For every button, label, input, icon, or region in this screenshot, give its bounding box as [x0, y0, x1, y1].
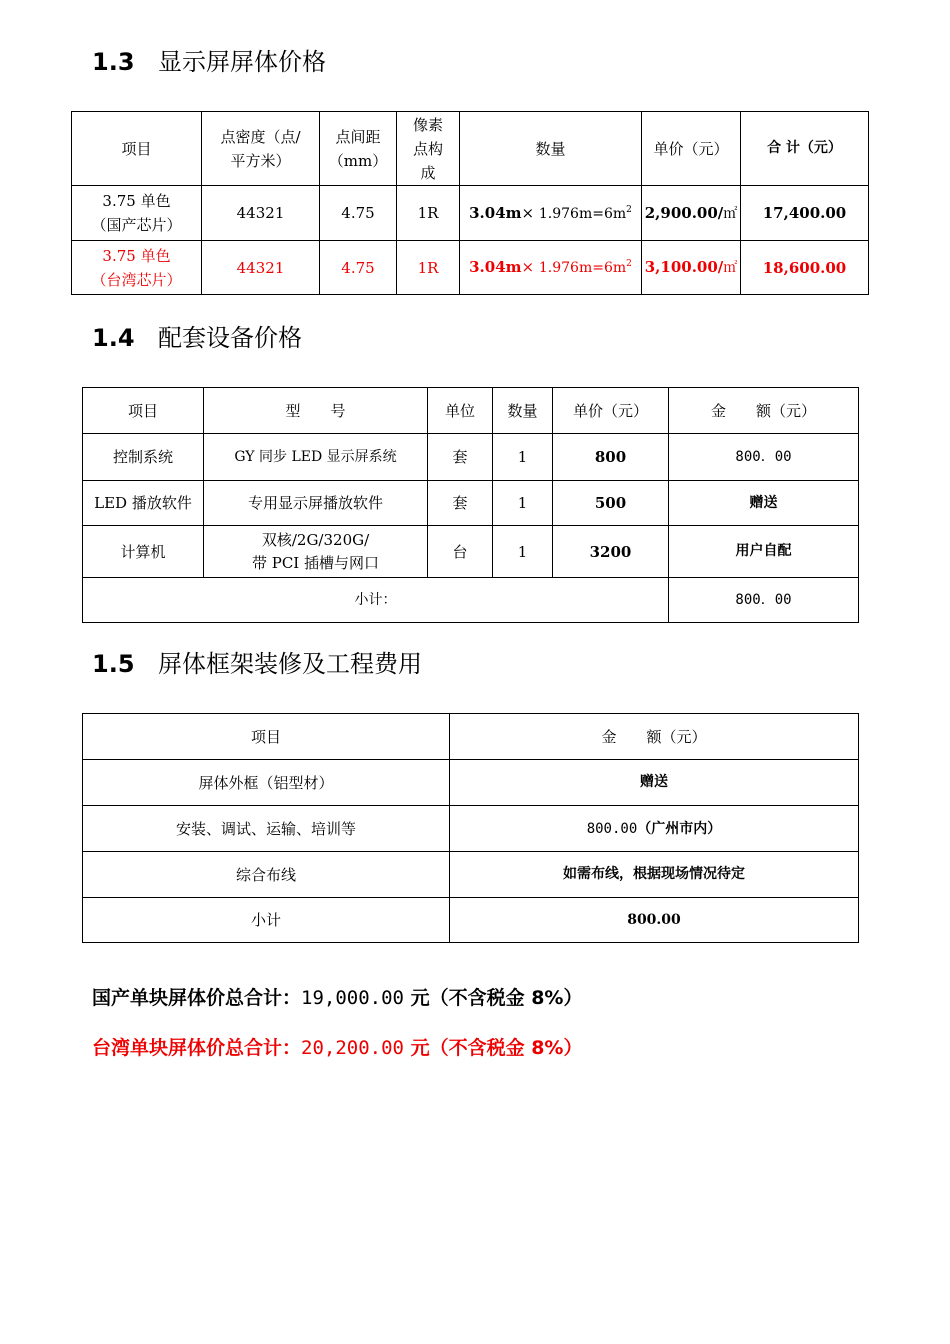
- table-row: [72, 186, 869, 241]
- pitch-cell: 4.75: [320, 186, 397, 241]
- unit-cell: 套: [428, 481, 493, 526]
- header-cell: 数量: [460, 112, 642, 186]
- header-cell: 像素 点构 成: [397, 112, 460, 186]
- item-cell: 屏体外框（铝型材）: [83, 760, 450, 806]
- taiwan-total-amount: 20,200.00: [301, 1037, 404, 1059]
- table-header-row: [72, 112, 869, 186]
- model-cell: GY 同步 LED 显示屏系统: [204, 434, 428, 481]
- section-heading-1-5: [92, 652, 422, 676]
- quantity-cell: 1: [493, 526, 553, 578]
- screen-price-table: [71, 111, 869, 295]
- header-cell: 单价（元）: [553, 388, 669, 434]
- item-cell: 综合布线: [83, 852, 450, 898]
- quantity-cell: 1: [493, 481, 553, 526]
- subtotal-value: 800．00: [669, 578, 859, 623]
- unit-cell: 套: [428, 434, 493, 481]
- header-cell: 项目: [72, 112, 202, 186]
- header-cell: 单价（元）: [642, 112, 741, 186]
- amount-cell: 800．00: [669, 434, 859, 481]
- item-cell: 3.75 单色 （台湾芯片）: [72, 241, 202, 295]
- taiwan-total: [92, 1039, 582, 1058]
- pitch-cell: 4.75: [320, 241, 397, 295]
- density-cell: 44321: [202, 186, 320, 241]
- section-title: 显示屏屏体价格: [158, 48, 326, 76]
- item-cell: 控制系统: [83, 434, 204, 481]
- section-number: 1.3: [92, 48, 135, 76]
- header-cell: 项目: [83, 388, 204, 434]
- pixel-cell: 1R: [397, 241, 460, 295]
- quantity-cell: $3.04m\times 1.976m=6m^2$: [460, 241, 642, 295]
- unit-price-cell: 3200: [553, 526, 669, 578]
- section-heading-1-3: [92, 50, 326, 74]
- table-row: [83, 806, 859, 852]
- density-cell: 44321: [202, 241, 320, 295]
- pixel-cell: 1R: [397, 186, 460, 241]
- item-cell: 小计: [83, 898, 450, 943]
- header-cell: 单位: [428, 388, 493, 434]
- taiwan-total-suffix: 元（不含税金 8%）: [403, 1037, 583, 1059]
- total-cell: 18,600.00: [741, 241, 869, 295]
- equipment-price-table: [82, 387, 859, 623]
- table-header-row: [83, 388, 859, 434]
- unit-price-cell: 2,900.00/㎡: [642, 186, 741, 241]
- header-cell: 项目: [83, 714, 450, 760]
- item-cell: 计算机: [83, 526, 204, 578]
- amount-cell: 如需布线，根据现场情况待定: [450, 852, 859, 898]
- amount-cell: 用户自配: [669, 526, 859, 578]
- subtotal-row: [83, 898, 859, 943]
- amount-cell: 赠送: [669, 481, 859, 526]
- item-cell: LED 播放软件: [83, 481, 204, 526]
- quantity-cell: 1: [493, 434, 553, 481]
- amount-cell: 800.00: [450, 898, 859, 943]
- table-row: [72, 241, 869, 295]
- item-cell: 安装、调试、运输、培训等: [83, 806, 450, 852]
- model-cell: 双核/2G/320G/ 带 PCI 插槽与网口: [204, 526, 428, 578]
- header-cell: 点密度（点/ 平方米）: [202, 112, 320, 186]
- domestic-total: [92, 989, 582, 1008]
- domestic-total-amount: 19,000.00: [301, 987, 404, 1009]
- section-heading-1-4: [92, 326, 302, 350]
- taiwan-total-label: 台湾单块屏体价总合计：: [92, 1037, 302, 1059]
- section-number: 1.4: [92, 324, 135, 352]
- amount-cell: 赠送: [450, 760, 859, 806]
- table-row: [83, 434, 859, 481]
- section-title: 屏体框架装修及工程费用: [158, 650, 422, 678]
- quantity-cell: $3.04m\times 1.976m=6m^2$: [460, 186, 642, 241]
- domestic-total-suffix: 元（不含税金 8%）: [403, 987, 583, 1009]
- frame-engineering-table: [82, 713, 859, 943]
- unit-cell: 台: [428, 526, 493, 578]
- model-cell: 专用显示屏播放软件: [204, 481, 428, 526]
- table-row: [83, 526, 859, 578]
- header-cell: 点间距 （mm）: [320, 112, 397, 186]
- unit-price-cell: 500: [553, 481, 669, 526]
- header-cell: 金 额（元）: [450, 714, 859, 760]
- table-header-row: [83, 714, 859, 760]
- section-number: 1.5: [92, 650, 135, 678]
- section-title: 配套设备价格: [158, 324, 302, 352]
- table-row: [83, 481, 859, 526]
- subtotal-row: [83, 578, 859, 623]
- unit-price-cell: 800: [553, 434, 669, 481]
- header-cell: 型 号: [204, 388, 428, 434]
- table-row: [83, 760, 859, 806]
- header-cell: 金 额（元）: [669, 388, 859, 434]
- header-cell: 合 计（元）: [741, 112, 869, 186]
- amount-cell: 800.00（广州市内）: [450, 806, 859, 852]
- table-row: [83, 852, 859, 898]
- total-cell: 17,400.00: [741, 186, 869, 241]
- header-cell: 数量: [493, 388, 553, 434]
- item-cell: 3.75 单色 （国产芯片）: [72, 186, 202, 241]
- domestic-total-label: 国产单块屏体价总合计：: [92, 987, 302, 1009]
- unit-price-cell: 3,100.00/㎡: [642, 241, 741, 295]
- subtotal-label: 小计：: [83, 578, 669, 623]
